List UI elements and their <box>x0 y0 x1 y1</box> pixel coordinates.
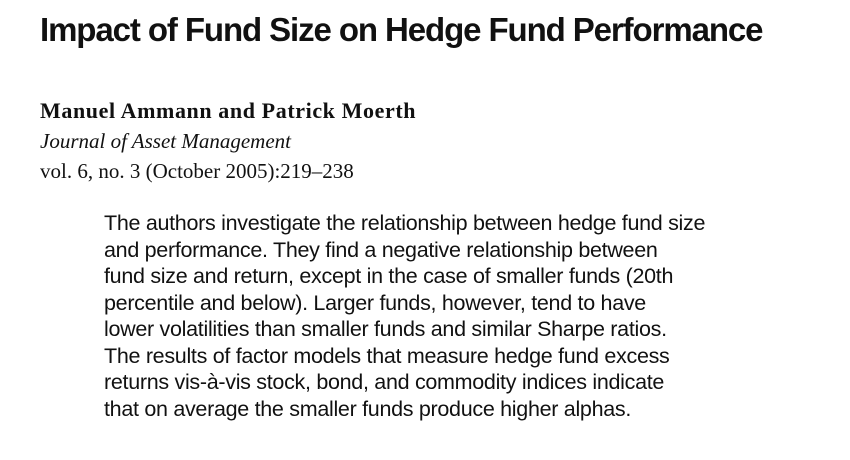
journal-name: Journal of Asset Management <box>40 129 291 153</box>
article-abstract <box>104 210 824 422</box>
citation-block <box>40 96 416 186</box>
abstract-line: The results of factor models that measure hedge fund excess <box>104 343 670 368</box>
volume-info: vol. 6, no. 3 (October 2005):219–238 <box>40 159 354 183</box>
abstract-line: The authors investigate the relationship between hedge fund size <box>104 211 706 235</box>
abstract-line: percentile and below). Larger funds, however, tend to have <box>104 290 646 315</box>
article-title: Impact of Fund Size on Hedge Fund Performance <box>40 11 763 48</box>
abstract-line: fund size and return, except in the case of smaller funds (20th <box>104 264 674 288</box>
abstract-line: lower volatilities than smaller funds and similar Sharpe ratios. <box>104 317 667 341</box>
abstract-line: that on average the smaller funds produce higher alphas. <box>104 396 632 421</box>
abstract-line: and performance. They find a negative relationship between <box>104 237 658 262</box>
abstract-line: returns vis-à-vis stock, bond, and commodity indices indicate <box>104 370 665 394</box>
article-authors: Manuel Ammann and Patrick Moerth <box>40 98 417 123</box>
